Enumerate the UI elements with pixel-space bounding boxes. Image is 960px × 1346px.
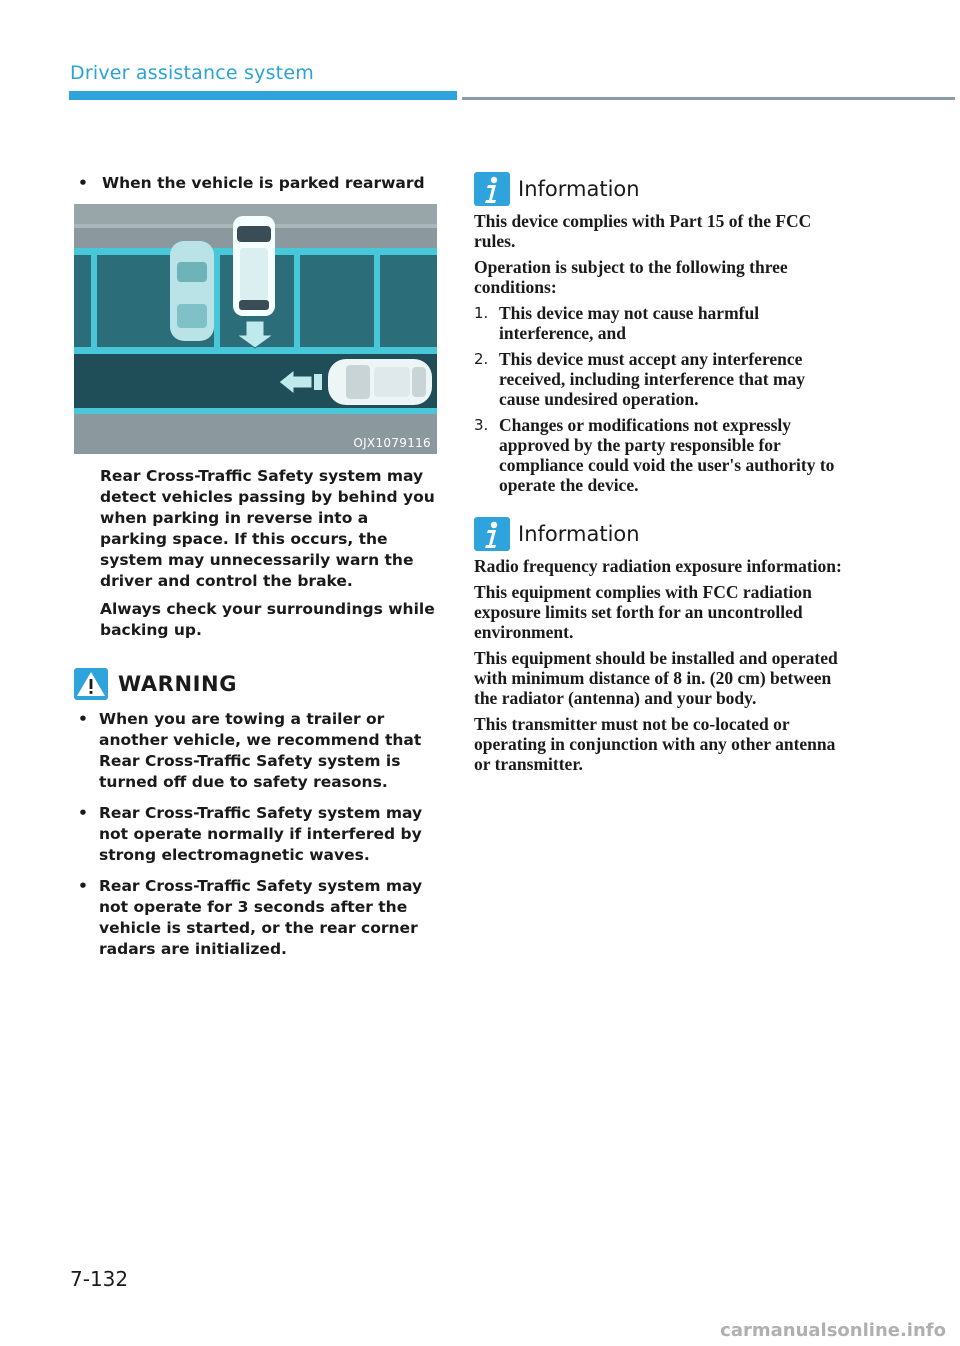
numbered-item	[474, 415, 846, 495]
paragraph: Always check your surroundings while backing up.	[100, 600, 435, 639]
parking-diagram	[74, 204, 437, 454]
info-paragraph: Radio frequency radiation exposure information:	[474, 556, 842, 576]
item-text: This device may not cause harmful interference, and	[499, 303, 760, 343]
warning-heading	[74, 667, 440, 701]
bullet-heading: • When the vehicle is parked rearward	[74, 172, 440, 194]
parking-illustration	[74, 204, 437, 454]
information-icon	[474, 517, 510, 551]
warning-triangle-icon	[74, 668, 108, 700]
item-number: 2.	[474, 350, 489, 368]
warning-item: • When you are towing a trailer or another vehicle, we recommend that Rear Cross-Traffic Safety system is turned off due to safety reasons.	[74, 709, 440, 793]
right-column	[474, 172, 846, 780]
header-rule-accent	[69, 91, 457, 100]
info-paragraph: This transmitter must not be co-located or operating in conjunction with any other antenna or transmitter.	[474, 714, 836, 774]
watermark[interactable]: carmanualsonline.info	[720, 1320, 946, 1341]
information-label: Information	[518, 522, 640, 546]
info-paragraph: Operation is subject to the following three conditions:	[474, 257, 788, 297]
warning-item: • Rear Cross-Traffic Safety system may not operate for 3 seconds after the vehicle is started, or the rear corner radars are initialized.	[74, 876, 440, 960]
paragraph: Rear Cross-Traffic Safety system may detect vehicles passing by behind you when parking in reverse into a parking space. If this occurs, the system may unnecessarily warn the driver and control the brake.	[100, 467, 435, 590]
item-number: 1.	[474, 304, 489, 322]
information-heading	[474, 172, 846, 206]
item-text: This device must accept any interference received, including interference that may cause undesired operation.	[499, 349, 806, 409]
information-icon	[474, 172, 510, 206]
page-number: 7-132	[70, 1267, 129, 1291]
information-label: Information	[518, 177, 640, 201]
warning-label: WARNING	[118, 672, 238, 696]
numbered-item	[474, 303, 846, 343]
info-paragraph: This equipment should be installed and operated with minimum distance of 8 in. (20 cm) between the radiator (antenna) and your body.	[474, 648, 838, 708]
warning-item: • Rear Cross-Traffic Safety system may not operate normally if interfered by strong electromagnetic waves.	[74, 803, 440, 866]
item-number: 3.	[474, 416, 489, 434]
figure-code: OJX1079116	[353, 436, 431, 450]
item-text: Changes or modifications not expressly approved by the party responsible for compliance could void the user's authority to operate the device.	[499, 415, 835, 495]
info-paragraph: This equipment complies with FCC radiation exposure limits set forth for an uncontrolled environment.	[474, 582, 812, 642]
numbered-item	[474, 349, 846, 409]
left-column	[74, 172, 440, 970]
information-heading	[474, 517, 846, 551]
header-rule	[462, 97, 955, 100]
warning-list	[74, 709, 440, 960]
info-paragraph: This device complies with Part 15 of the FCC rules.	[474, 211, 812, 251]
section-title: Driver assistance system	[70, 62, 314, 84]
